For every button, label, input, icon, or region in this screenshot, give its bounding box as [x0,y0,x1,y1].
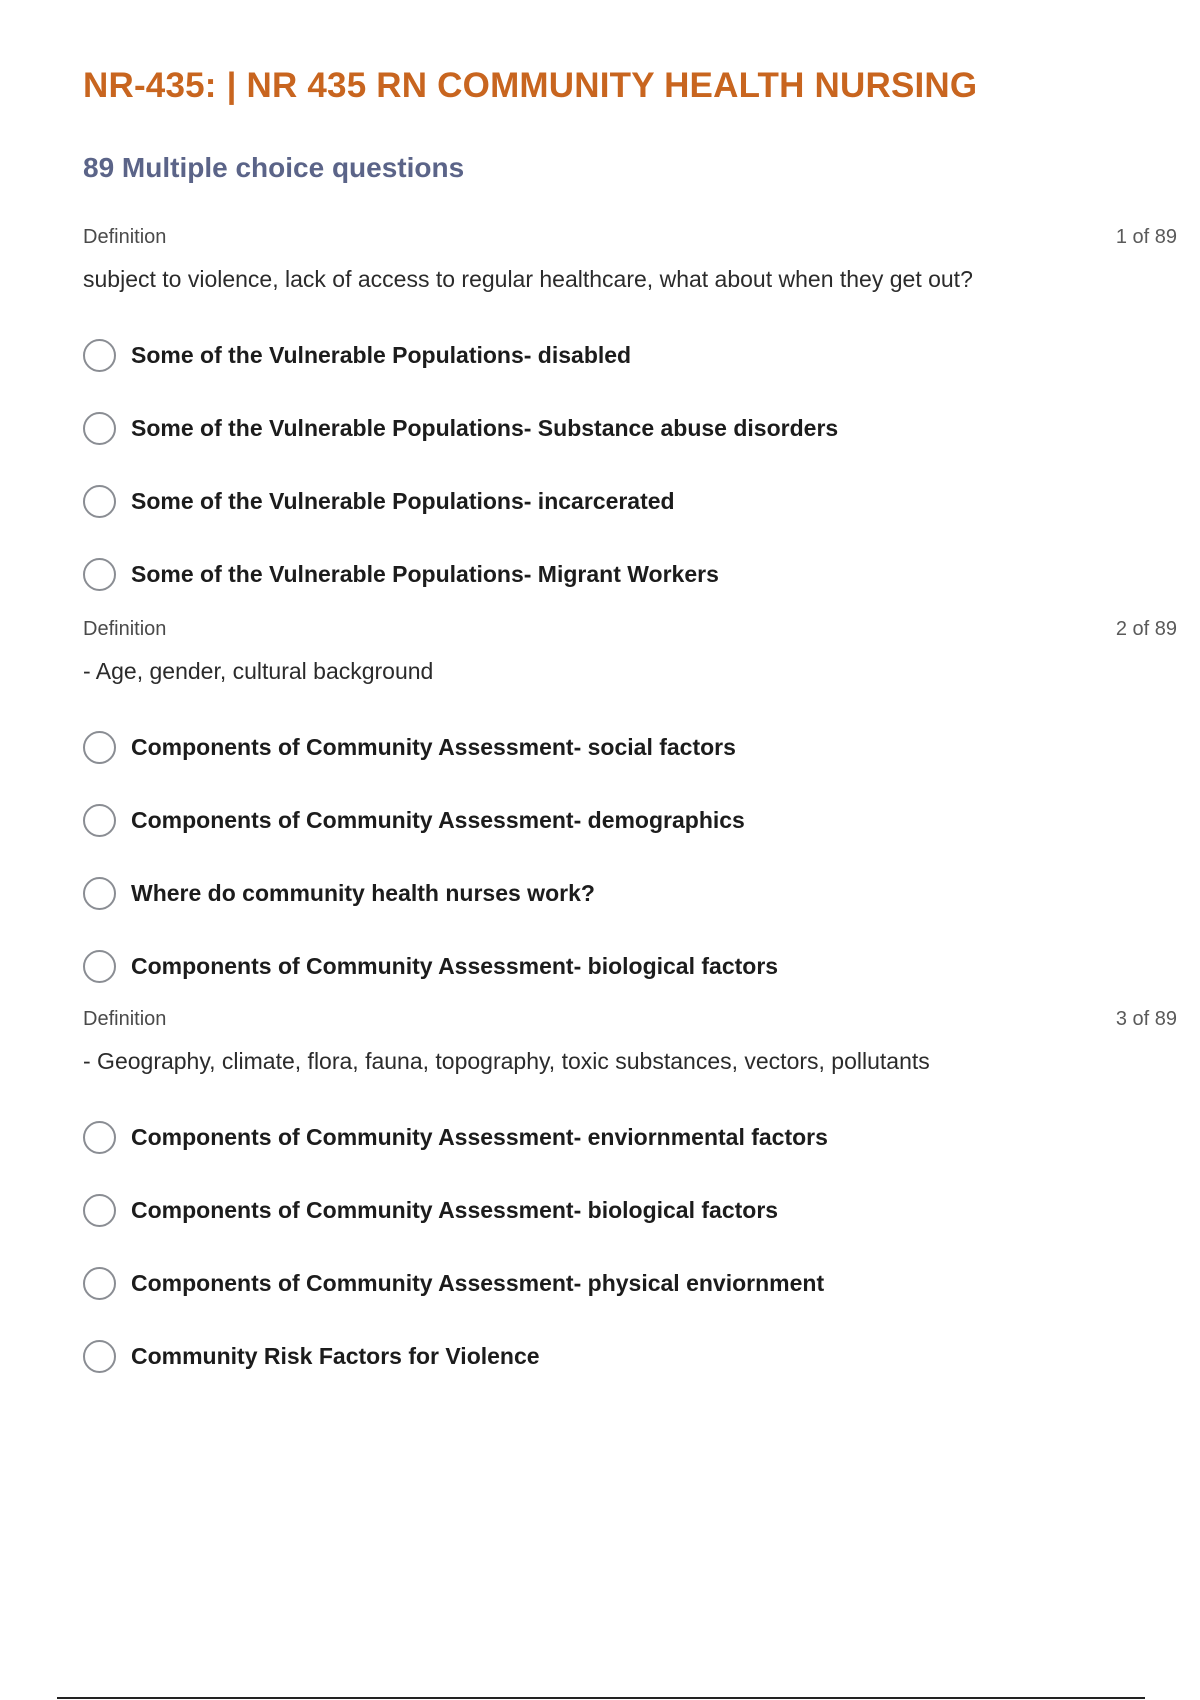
answer-option-label: Some of the Vulnerable Populations- disabled [131,342,632,368]
answer-option-label: Some of the Vulnerable Populations- incarcerated [131,488,675,514]
answer-option-label: Components of Community Assessment- biological factors [131,1197,779,1223]
answer-option-label: Components of Community Assessment- demographics [131,807,745,833]
answer-option-label: Components of Community Assessment- physical enviornment [131,1270,825,1296]
radio-button[interactable] [83,558,116,591]
question-label: Definition [83,618,167,640]
answer-option-label: Some of the Vulnerable Populations- Migrant Workers [131,561,719,587]
radio-button[interactable] [83,485,116,518]
question-prompt: - Geography, climate, flora, fauna, topography, toxic substances, vectors, pollutants [83,1048,930,1074]
question-prompt: subject to violence, lack of access to regular healthcare, what about when they get out? [83,266,973,292]
question-block-2 [83,618,1177,1003]
radio-button[interactable] [83,339,116,372]
question-label: Definition [83,1008,167,1030]
radio-button[interactable] [83,1121,116,1154]
radio-button[interactable] [83,804,116,837]
question-prompt: - Age, gender, cultural background [83,658,434,684]
radio-button[interactable] [83,1267,116,1300]
question-counter: 1 of 89 [1115,226,1177,248]
answer-option-label: Components of Community Assessment- enviornmental factors [131,1124,828,1150]
footer-divider [57,1697,1145,1699]
answer-options [83,1101,1177,1393]
answer-option[interactable] [83,930,1177,1003]
question-counter: 3 of 89 [1115,1008,1177,1030]
answer-option[interactable] [83,857,1177,930]
question-block-3 [83,1008,1177,1393]
answer-option-label: Some of the Vulnerable Populations- Substance abuse disorders [131,415,839,441]
answer-option[interactable] [83,538,1177,611]
question-count-heading: 89 Multiple choice questions [83,152,465,183]
radio-button[interactable] [83,950,116,983]
answer-option[interactable] [83,465,1177,538]
question-block-1 [83,226,1177,611]
radio-button[interactable] [83,731,116,764]
answer-option[interactable] [83,1320,1177,1393]
answer-option-label: Components of Community Assessment- social factors [131,734,736,760]
answer-option[interactable] [83,392,1177,465]
answer-option[interactable] [83,711,1177,784]
answer-option-label: Components of Community Assessment- biological factors [131,953,779,979]
answer-option[interactable] [83,784,1177,857]
answer-options [83,319,1177,611]
document-title: NR-435: | NR 435 RN COMMUNITY HEALTH NURSING [83,66,978,105]
question-header [83,1008,1177,1038]
radio-button[interactable] [83,1194,116,1227]
radio-button[interactable] [83,412,116,445]
radio-button[interactable] [83,1340,116,1373]
answer-option[interactable] [83,1247,1177,1320]
answer-option[interactable] [83,1174,1177,1247]
question-header [83,618,1177,648]
answer-option-label: Community Risk Factors for Violence [131,1343,540,1369]
radio-button[interactable] [83,877,116,910]
question-header [83,226,1177,256]
question-counter: 2 of 89 [1115,618,1177,640]
answer-option[interactable] [83,1101,1177,1174]
answer-option-label: Where do community health nurses work? [131,880,595,906]
answer-option[interactable] [83,319,1177,392]
question-label: Definition [83,226,167,248]
answer-options [83,711,1177,1003]
